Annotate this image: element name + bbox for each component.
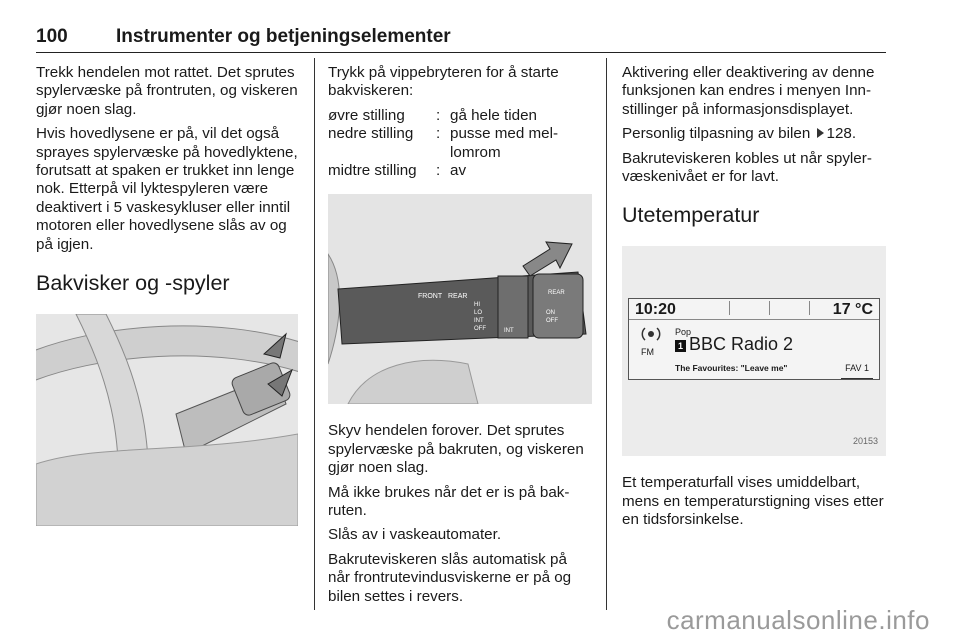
display-separator [629,319,879,320]
column-divider [606,58,607,610]
page-number: 100 [36,26,68,47]
paragraph: Trykk på vippebryteren for å starte bakviskeren: [328,64,559,100]
display-category: Pop [675,327,692,338]
paragraph: Et temperaturfall vises umiddelbart, mens en temperaturstigning vises etter en tidsforsinkelse. [622,474,884,529]
section-heading: Bakvisker og -spyler [36,271,230,296]
position-label: midtre stilling [328,162,417,180]
stalk-label: FRONT [418,293,443,301]
stalk-label: LO [474,310,483,317]
paragraph: Hvis hovedlysene er på, vil det også sprayes spylervæske på hovedlyktene, forutsatt at spaken er trukket inn lenge nok. Etterpå vil lyktespyleren være deaktivert i 5 vaskesykluser eller inntil motoren eller hovedlysene slås av og på igjen. [36,125,298,253]
stalk-label: OFF [546,318,558,325]
stalk-label: ON [546,310,555,317]
column-1 [36,64,304,526]
display-divider [769,301,770,315]
stalk-label: INT [474,318,484,325]
position-sep: : [436,162,441,180]
paragraph: Må ikke brukes når det er is på bakruten. [328,483,570,520]
display-outside-temperature: 17 °C [832,301,873,319]
paragraph: Bakruteviskeren kobles ut når spylervæskenivået er for lavt. [622,149,872,186]
column-divider [314,58,315,610]
position-label: øvre stilling [328,106,405,124]
radio-antenna-icon [641,325,661,343]
wiper-stalk-illustration [328,194,592,404]
paragraph-text: Personlig tilpasning av bilen [622,125,811,143]
stalk-label: INT [504,328,514,335]
watermark: carmanualsonline.info [666,605,930,635]
column-3 [622,64,890,536]
wiper-stalk-drawing [328,194,592,404]
info-display [628,298,880,380]
page-reference-link[interactable]: 128. [826,125,857,143]
position-sep: : [436,125,441,143]
page-header [36,22,886,53]
display-divider [809,301,810,315]
position-value: pusse med mellomrom [450,125,559,161]
section-heading: Utetemperatur [622,203,760,228]
column-2 [328,64,592,612]
display-preset-number: 1 [675,340,686,352]
position-value: gå hele tiden [450,106,537,124]
stalk-label: HI [474,302,480,309]
switch-positions-table [328,107,592,181]
figure-number: 20153 [852,436,878,447]
display-station-name: BBC Radio 2 [689,334,794,355]
position-sep: : [436,106,441,124]
display-divider [729,301,730,315]
stalk-label: OFF [474,326,486,333]
stalk-label: REAR [548,290,565,297]
info-display-illustration [622,246,886,456]
paragraph: Skyv hendelen forover. Det sprutes spylervæske på bakruten, og viskeren gjør noen slag. [328,422,584,477]
page-reference-arrow-icon [817,128,824,138]
rear-wiper-lever-illustration [36,314,298,526]
position-value: av [450,162,467,180]
paragraph-with-ref [622,125,890,143]
display-band: FM [641,347,654,358]
page-title: Instrumenter og betjeningselementer [116,26,451,47]
paragraph: Bakruteviskeren slås automatisk på når frontrutevindusviskerne er på og bilen settes i revers. [328,550,572,605]
paragraph: Slås av i vaskeautomater. [328,526,502,544]
position-label: nedre stilling [328,125,414,143]
paragraph: Trekk hendelen mot rattet. Det sprutes spylervæske på frontruten, og viskeren gjør noen slag. [36,64,298,118]
steering-column-drawing [36,314,298,526]
paragraph: Aktivering eller deaktivering av denne funksjonen kan endres i menyen Innstillinger på informasjonsdisplayet. [622,64,875,118]
display-radio-text: The Favourites: "Leave me" [675,363,788,374]
display-favourites-button: FAV 1 [841,359,873,378]
display-time: 10:20 [635,301,676,319]
stalk-label: REAR [448,293,468,301]
